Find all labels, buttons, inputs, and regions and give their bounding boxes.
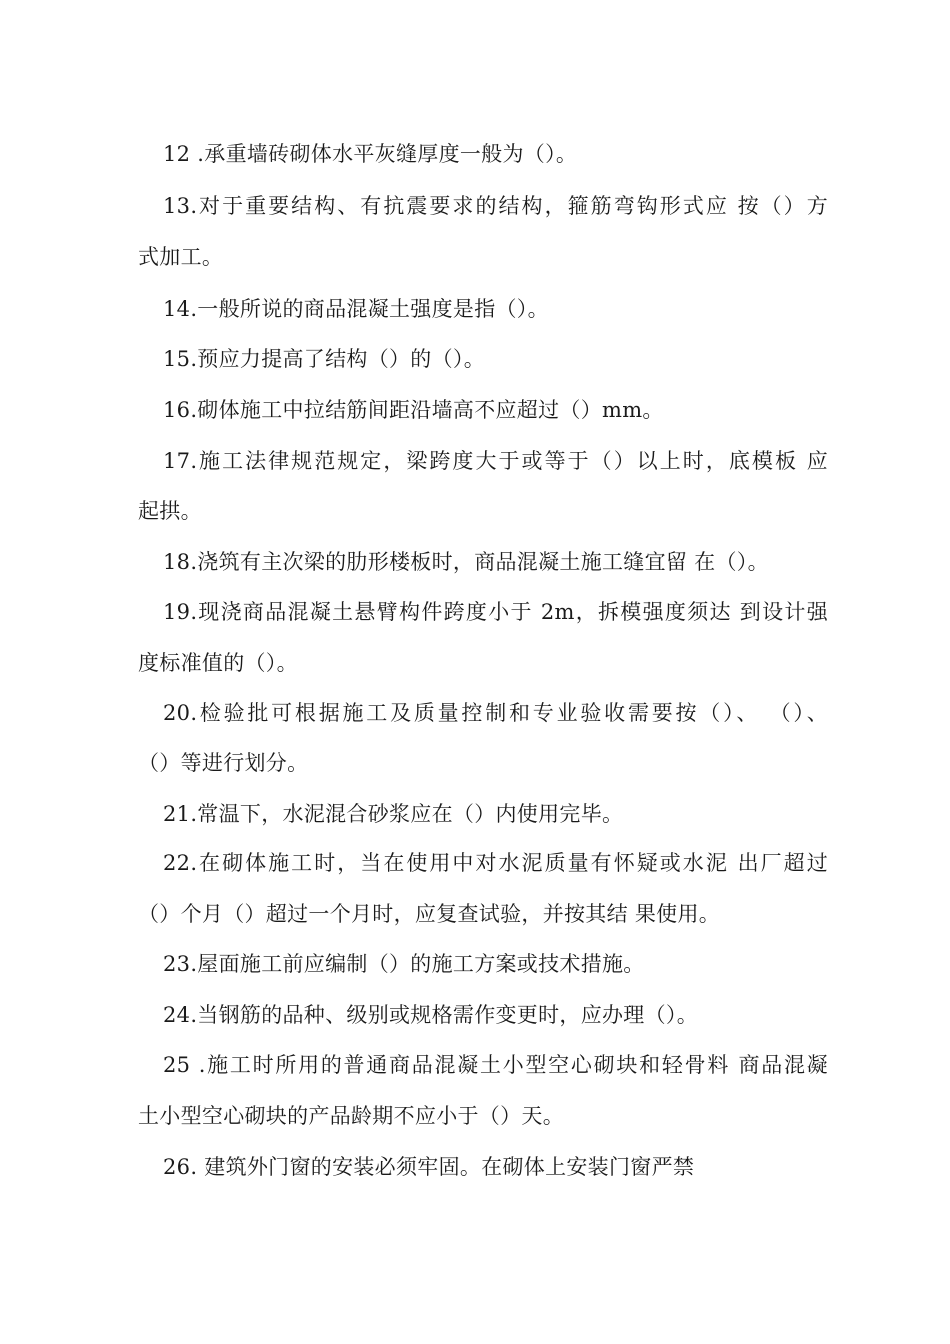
question-22-line-2: （）个月（）超过一个月时，应复查试验，并按其结 果使用。: [138, 902, 721, 926]
question-13-line-2: 式加工。: [138, 245, 224, 269]
question-15-line-1: 15.预应力提高了结构（）的（）。: [163, 347, 485, 371]
question-17-line-2: 起拱。: [138, 499, 202, 523]
question-24-line-1: 24.当钢筋的品种、级别或规格需作变更时，应办理（）。: [163, 1003, 698, 1027]
question-20-line-1: 20.检验批可根据施工及质量控制和专业验收需要按（）、 （）、: [163, 701, 828, 725]
question-22-line-1: 22.在砌体施工时，当在使用中对水泥质量有怀疑或水泥 出厂超过: [163, 851, 828, 875]
question-19-line-1: 19.现浇商品混凝土悬臂构件跨度小于 2m，拆模强度须达 到设计强: [163, 600, 828, 624]
question-13-line-1: 13.对于重要结构、有抗震要求的结构，箍筋弯钩形式应 按（）方: [163, 194, 828, 218]
question-25-line-1: 25 .施工时所用的普通商品混凝土小型空心砌块和轻骨料 商品混凝: [163, 1053, 828, 1077]
question-17-line-1: 17.施工法律规范规定，梁跨度大于或等于（）以上时，底模板 应: [163, 449, 828, 473]
question-16-line-1: 16.砌体施工中拉结筋间距沿墙高不应超过（）mm。: [163, 398, 664, 422]
question-25-line-2: 土小型空心砌块的产品龄期不应小于（）天。: [138, 1104, 564, 1128]
question-18-line-1: 18.浇筑有主次梁的肋形楼板时，商品混凝土施工缝宜留 在（）。: [163, 550, 769, 574]
question-14-line-1: 14.一般所说的商品混凝土强度是指（）。: [163, 297, 549, 321]
question-23-line-1: 23.屋面施工前应编制（）的施工方案或技术措施。: [163, 952, 645, 976]
question-19-line-2: 度标准值的（）。: [138, 651, 298, 675]
question-12-line-1: 12 .承重墙砖砌体水平灰缝厚度一般为（）。: [163, 142, 578, 166]
question-26-line-1: 26. 建筑外门窗的安装必须牢固。在砌体上安装门窗严禁: [163, 1155, 695, 1179]
question-20-line-2: （）等进行划分。: [138, 751, 309, 775]
question-21-line-1: 21.常温下，水泥混合砂浆应在（）内使用完毕。: [163, 802, 624, 826]
